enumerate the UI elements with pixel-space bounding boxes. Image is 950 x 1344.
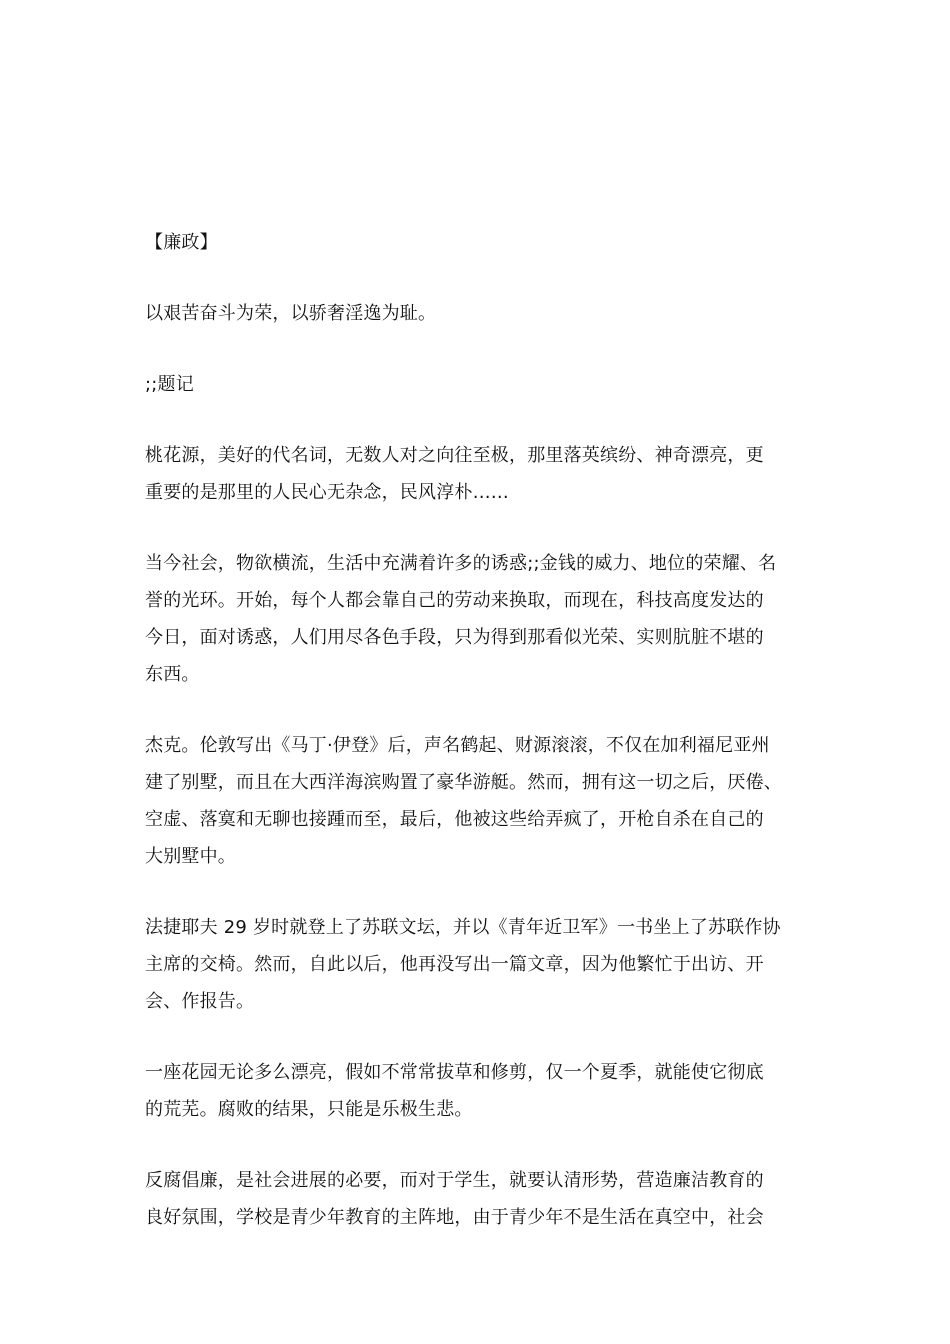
paragraph-line: 东西。	[145, 664, 200, 685]
paragraph-line: 誉的光环。开始，每个人都会靠自己的劳动来换取，而现在，科技高度发达的	[145, 590, 764, 611]
paragraph-3	[145, 727, 815, 875]
document-page	[145, 224, 815, 1270]
paragraph-4	[145, 909, 815, 1020]
paragraph-line: 一座花园无论多么漂亮，假如不常常拔草和修剪，仅一个夏季，就能使它彻底	[145, 1062, 764, 1083]
paragraph-line: 杰克。伦敦写出《马丁·伊登》后，声名鹤起、财源滚滚，不仅在加利福尼亚州	[145, 735, 770, 756]
epigraph-label: ;;题记	[145, 374, 194, 395]
paragraph-line: 主席的交椅。然而，自此以后，他再没写出一篇文章，因为他繁忙于出访、开	[145, 954, 764, 975]
paragraph-line: 法捷耶夫 29 岁时就登上了苏联文坛，并以《青年近卫军》一书坐上了苏联作协	[145, 917, 781, 938]
paragraph-line: 大别墅中。	[145, 846, 236, 867]
paragraph-line: 的荒芜。腐败的结果，只能是乐极生悲。	[145, 1099, 473, 1120]
paragraph-line: 会、作报告。	[145, 991, 255, 1012]
paragraph-line: 桃花源，美好的代名词，无数人对之向往至极，那里落英缤纷、神奇漂亮，更	[145, 445, 764, 466]
paragraph-line: 今日，面对诱惑，人们用尽各色手段，只为得到那看似光荣、实则肮脏不堪的	[145, 627, 764, 648]
paragraph-line: 良好氛围，学校是青少年教育的主阵地，由于青少年不是生活在真空中，社会	[145, 1207, 764, 1228]
document-title: 【廉政】	[145, 232, 218, 253]
paragraph-line: 重要的是那里的人民心无杂念，民风淳朴……	[145, 482, 509, 503]
paragraph-line: 空虚、落寞和无聊也接踵而至，最后，他被这些给弄疯了，开枪自杀在自己的	[145, 809, 764, 830]
paragraph-2	[145, 545, 815, 693]
paragraph-line: 反腐倡廉，是社会进展的必要，而对于学生，就要认清形势，营造廉洁教育的	[145, 1170, 764, 1191]
paragraph-line: 当今社会，物欲横流，生活中充满着许多的诱惑;;金钱的威力、地位的荣耀、名	[145, 553, 777, 574]
paragraph-line: 建了别墅，而且在大西洋海滨购置了豪华游艇。然而，拥有这一切之后，厌倦、	[145, 772, 782, 793]
paragraph-6	[145, 1162, 815, 1236]
motto-text: 以艰苦奋斗为荣，以骄奢淫逸为耻。	[145, 303, 437, 324]
paragraph-5	[145, 1054, 815, 1128]
paragraph-1	[145, 437, 815, 511]
